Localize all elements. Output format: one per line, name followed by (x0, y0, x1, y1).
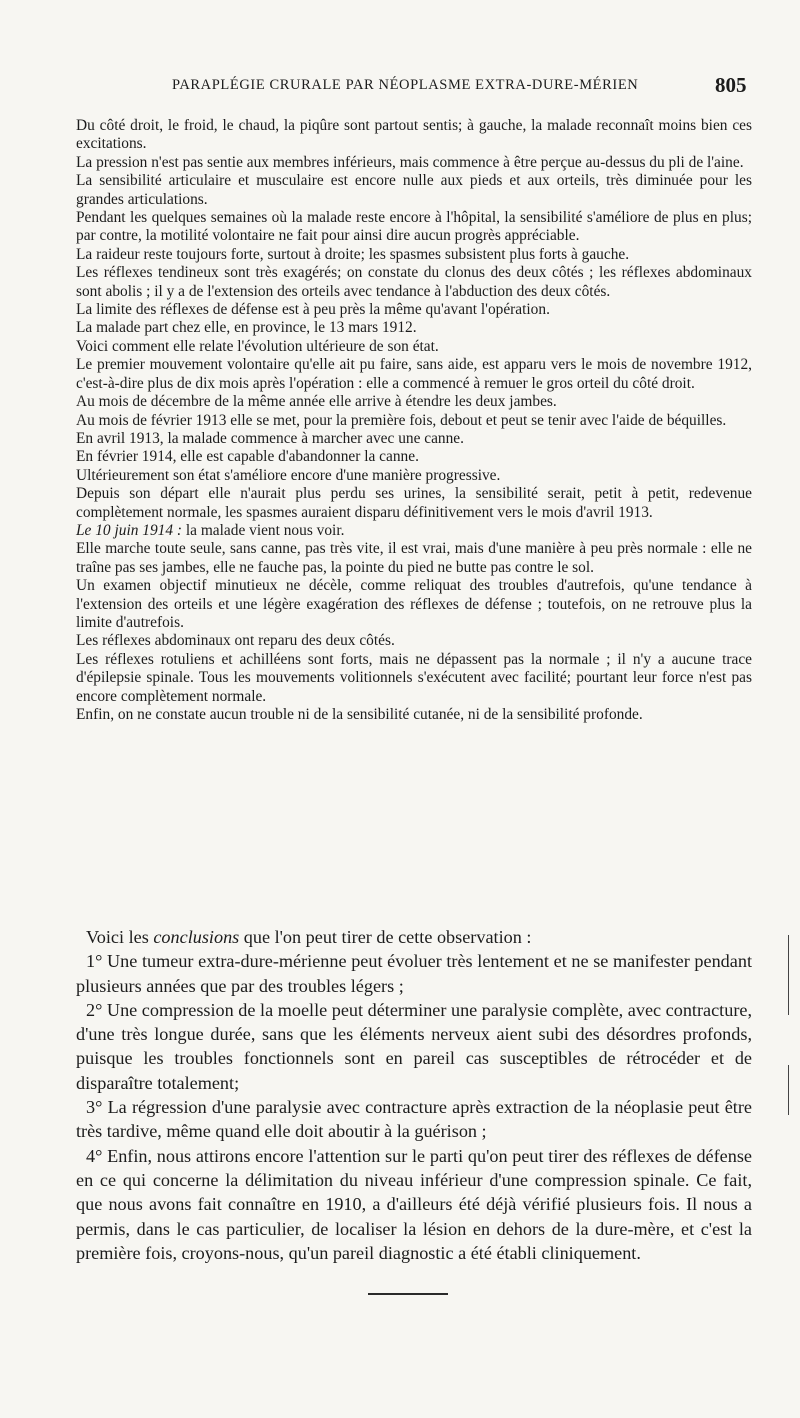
margin-mark (788, 935, 789, 1015)
paragraph: Au mois de décembre de la même année elle arrive à étendre les deux jambes. (76, 393, 557, 411)
running-head: PARAPLÉGIE CRURALE PAR NÉOPLASME EXTRA-DURE-MÉRIEN (172, 77, 639, 93)
conclusions-section (76, 925, 752, 1265)
paragraph: La sensibilité articulaire et musculaire est encore nulle aux pieds et aux orteils, très diminuée pour les grandes articulations. (76, 172, 752, 208)
conclusion-item: 4° Enfin, nous attirons encore l'attention sur le parti qu'on peut tirer des réflexes de défense en ce qui concerne la délimitation du niveau inférieur d'une compression spinale. Ce fait, que nous avons fait connaître en 1910, a d'ailleurs été déjà vérifié plusieurs fois. Il nous a permis, dans le cas particulier, de localiser la lésion en dehors de la dure-mère, et c'est la première fois, croyons-nous, qu'un pareil diagnostic a été établi cliniquement. (76, 1145, 752, 1263)
paragraph: Pendant les quelques semaines où la malade reste encore à l'hôpital, la sensibilité s'améliore de plus en plus; par contre, la motilité volontaire ne fait pour ainsi dire aucun progrès appréciable. (76, 209, 752, 245)
paragraph: La pression n'est pas sentie aux membres inférieurs, mais commence à être perçue au-dessus du pli de l'aine. (76, 153, 744, 171)
intro-emphasis: conclusions (153, 927, 240, 947)
paragraph: Le premier mouvement volontaire qu'elle ait pu faire, sans aide, est apparu vers le mois de novembre 1912, c'est-à-dire plus de dix mois après l'opération : elle a commencé à remuer le gros orteil du côté droit. (76, 356, 752, 392)
paragraph: Un examen objectif minutieux ne décèle, comme reliquat des troubles d'autrefois, qu'une tendance à l'extension des orteils et une légère exagération des réflexes de défense ; toutefois, on ne retrouve plus la limite d'autrefois. (76, 577, 752, 631)
paragraph: Au mois de février 1913 elle se met, pour la première fois, debout et peut se tenir avec l'aide de béquilles. (76, 411, 727, 429)
observation-section (76, 117, 752, 724)
paragraph: Depuis son départ elle n'aurait plus perdu ses urines, la sensibilité serait, petit à petit, redevenue complètement normale, les spasmes auraient disparu définitivement vers le mois d'avril 1913. (76, 485, 752, 521)
margin-mark (788, 1065, 789, 1115)
visit-date: Le 10 juin 1914 : (76, 521, 183, 539)
paragraph: Du côté droit, le froid, le chaud, la piqûre sont partout sentis; à gauche, la malade reconnaît moins bien ces excitations. (76, 117, 752, 153)
intro-before: Voici les (86, 927, 154, 947)
conclusions-intro (76, 925, 752, 949)
paragraph: Les réflexes tendineux sont très exagérés; on constate du clonus des deux côtés ; les réflexes abdominaux sont abolis ; il y a de l'extension des orteils avec tendance à l'abduction des deux côtés. (76, 264, 752, 300)
paragraph: Voici comment elle relate l'évolution ultérieure de son état. (76, 337, 439, 355)
intro-after: que l'on peut tirer de cette observation : (239, 927, 532, 947)
paragraph: La malade part chez elle, en province, le 13 mars 1912. (76, 319, 417, 337)
conclusion-item: 2° Une compression de la moelle peut déterminer une paralysie complète, avec contracture, d'une très longue durée, sans que les éléments nerveux aient subi des désordres profonds, puisque les troubles fonctionnels sont en pareil cas susceptibles de rétrocéder et de disparaître totalement; (76, 999, 752, 1093)
conclusion-item: 3° La régression d'une paralysie avec contracture après extraction de la néoplasie peut être très tardive, même quand elle doit aboutir à la guérison ; (76, 1097, 752, 1142)
paragraph: Les réflexes abdominaux ont reparu des deux côtés. (76, 632, 395, 650)
end-rule (368, 1293, 448, 1295)
paragraph: Les réflexes rotuliens et achilléens sont forts, mais ne dépassent pas la normale ; il n'y a aucune trace d'épilepsie spinale. Tous les mouvements volitionnels s'exécutent avec facilité; pourtant leur force n'est pas encore complètement normale. (76, 650, 752, 705)
paragraph: Enfin, on ne constate aucun trouble ni de la sensibilité cutanée, ni de la sensibilité profonde. (76, 706, 643, 723)
paragraph: Ultérieurement son état s'améliore encore d'une manière progressive. (76, 466, 501, 484)
paragraph: En février 1914, elle est capable d'abandonner la canne. (76, 448, 419, 466)
page-number: 805 (715, 73, 747, 97)
visit-text: la malade vient nous voir. (182, 521, 345, 539)
paragraph: La raideur reste toujours forte, surtout à droite; les spasmes subsistent plus forts à gauche. (76, 245, 630, 263)
paragraph: En avril 1913, la malade commence à marcher avec une canne. (76, 429, 464, 447)
conclusion-item: 1° Une tumeur extra-dure-mérienne peut évoluer très lentement et ne se manifester pendant plusieurs années que par des troubles légers ; (76, 951, 752, 996)
paragraph: Elle marche toute seule, sans canne, pas très vite, il est vrai, mais d'une manière à peu près normale : elle ne traîne pas ses jambes, elle ne fauche pas, la pointe du pied ne butte pas contre le sol. (76, 540, 752, 576)
visit-paragraph (76, 522, 752, 540)
paragraph: La limite des réflexes de défense est à peu près la même qu'avant l'opération. (76, 301, 550, 319)
